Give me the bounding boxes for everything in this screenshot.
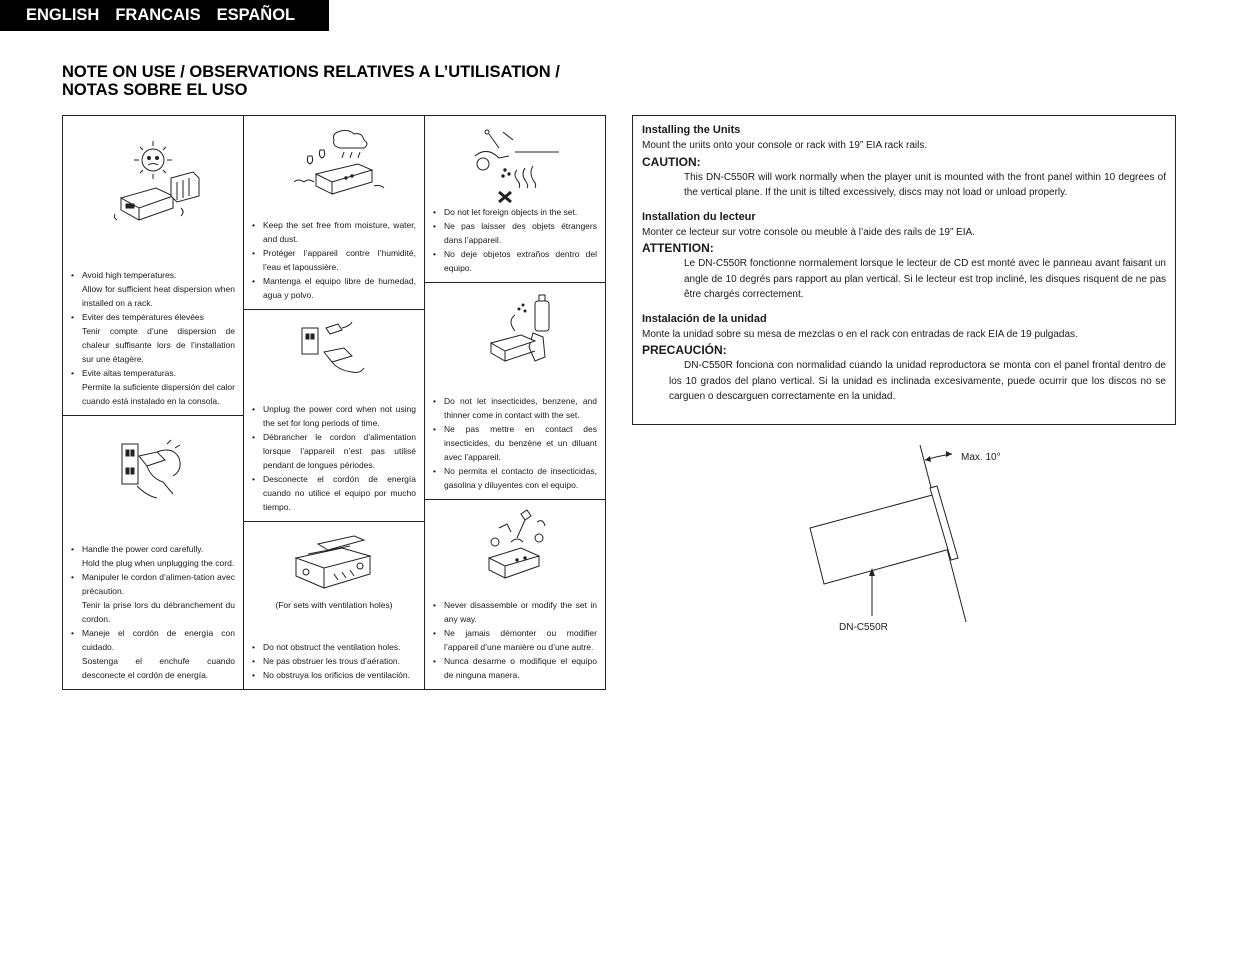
note-heat [62,115,244,416]
precaucion-label: PRECAUCIÓN: [642,343,727,357]
lang-espanol: ESPAÑOL [216,6,296,24]
ventilation-condition-note: (For sets with ventilation holes) [275,600,393,610]
list-item: • Protéger l’appareil contre l’humidité, l’eau et lapoussière. [252,246,416,274]
installation-text: Mount the units onto your console or rack with 19” EIA rack rails. [642,140,928,151]
list-item: • No deje objetos extraños dentro del equipo. [433,247,597,275]
unplug-illustration-icon [296,318,372,380]
list-item: • Ne pas mettre en contact des insecticides, du benzène et un diluant avec l’appareil. [433,422,597,464]
list-item: • Do not obstruct the ventilation holes. [252,640,416,654]
installation-heading: Instalación de la unidad [642,312,767,325]
cord-note-list [71,542,235,682]
installation-section-french [642,210,1166,303]
attention-body: Le DN-C550R fonctionne normalement lorsque le lecteur de CD est monté avec le panneau avant faisant un angle de 10 degrés pars rapport au plan vertical. Si le lecteur est trop incliné, les disques risquent de ne pas être chargés correctement. [684,258,1166,300]
installation-text: Monter ce lecteur sur votre console ou meuble à l’aide des rails de 19” EIA. [642,226,975,238]
list-item: • Evite altas temperaturas. Permite la suficiente dispersión del calor cuando está instalado en la consola. [71,366,235,408]
moisture-illustration-icon [288,126,388,204]
note-power-cord [62,415,244,690]
note-insecticide [424,282,606,500]
precaucion-body: DN-C550R fonciona con normalidad cuando la unidad reproductora se monta con el panel frontal dentro de los 10 grados del plano vertical. Si la unidad es inclinada excesivamente, puede ocurrir que los discos no se carguen o descarguen correctamente en la unidad. [669,360,1166,402]
angle-label: Max. 10° [961,452,1001,463]
installation-heading: Installing the Units [642,124,741,136]
spray-can-illustration-icon [485,291,563,367]
list-item: • Do not let foreign objects in the set. [433,205,597,219]
list-item: • No obstruya los orificios de ventilación. [252,668,416,682]
list-item: • Maneje el cordón de energía con cuidado. Sostenga el enchufe cuando desconecte el cordón de energía. [71,626,235,682]
list-item: • Mantenga el equipo libre de humedad, agua y polvo. [252,274,416,302]
installation-text: Monte la unidad sobre su mesa de mezclas o en el rack con entradas de rack EIA de 19 pulgadas. [642,328,1078,340]
heat-note-list [71,268,235,408]
list-item: • Handle the power cord carefully. Hold the plug when unplugging the cord. [71,542,235,570]
lang-english: ENGLISH [26,6,100,24]
ventilation-illustration-icon [288,532,382,594]
foreign-note-list [433,205,597,275]
list-item: • Avoid high temperatures. Allow for sufficient heat dispersion when installed on a rack. [71,268,235,310]
unit-body [810,494,950,584]
list-item: • Ne jamais démonter ou modifier l’appareil d’une manière ou d’une autre. [433,626,597,654]
list-item: • Desconecte el cordón de energía cuando no utilice el equipo por mucho tiempo. [252,472,416,514]
list-item: • Keep the set free from moisture, water, and dust. [252,218,416,246]
list-item: • Eviter des températures élevées Tenir compte d’une dispersion de chaleur suffisante lors de l’installation sur une étagère. [71,310,235,366]
list-item: • Manipuler le cordon d’alimen-tation avec précaution. Tenir la prise lors du débranchement du cordon. [71,570,235,626]
ventilation-note-list [252,640,416,682]
installation-heading: Installation du lecteur [642,210,756,223]
installation-section-english [642,123,1166,201]
caution-label: CAUTION: [642,154,701,169]
note-foreign-objects [424,115,606,283]
heat-illustration-icon [111,138,203,228]
installation-section-spanish [642,312,1166,405]
page-title [62,63,560,99]
installation-panel [632,115,1176,425]
list-item: • Unplug the power cord when not using the set for long periods of time. [252,402,416,430]
attention-label: ATTENTION: [642,241,714,255]
note-ventilation [243,521,425,690]
plug-illustration-icon [117,436,189,508]
caution-body: This DN-C550R will work normally when the player unit is mounted with the front panel within 10 degrees of the vertical plane. If the unit is tilted excessively, discs may not load or unload properly. [684,171,1166,198]
list-item: • No permita el contacto de insecticidas, gasolina y diluyentes con el equipo. [433,464,597,492]
list-item: • Do not let insecticides, benzene, and thinner come in contact with the set. [433,394,597,422]
moisture-note-list [252,218,416,302]
list-item: • Débrancher le cordon d’alimentation lorsque l’appareil n’est pas utilisé pendant de longues périodes. [252,430,416,472]
list-item: • Ne pas laisser des objets étrangers dans l’appareil. [433,219,597,247]
angle-arrow-right [946,451,952,457]
disassemble-note-list [433,598,597,682]
tilt-diagram [800,440,1040,640]
note-moisture [243,115,425,310]
disassemble-illustration-icon [481,508,555,582]
lang-francais: FRANCAIS [115,6,201,24]
list-item: • Nunca desarme o modifique el equipo de ninguna manera. [433,654,597,682]
page-title-line1: NOTE ON USE / OBSERVATIONS RELATIVES A L’UTILISATION / [62,63,560,81]
note-unplug [243,309,425,522]
language-bar [0,0,329,31]
foreign-objects-illustration-icon [469,126,563,206]
list-item: • Ne pas obstruer les trous d’aération. [252,654,416,668]
list-item: • Never disassemble or modify the set in any way. [433,598,597,626]
unplug-note-list [252,402,416,514]
page-title-line2: NOTAS SOBRE EL USO [62,81,248,99]
note-disassemble [424,499,606,690]
insecticide-note-list [433,394,597,492]
unit-label: DN-C550R [839,622,888,633]
angle-arrow-left [925,456,931,462]
